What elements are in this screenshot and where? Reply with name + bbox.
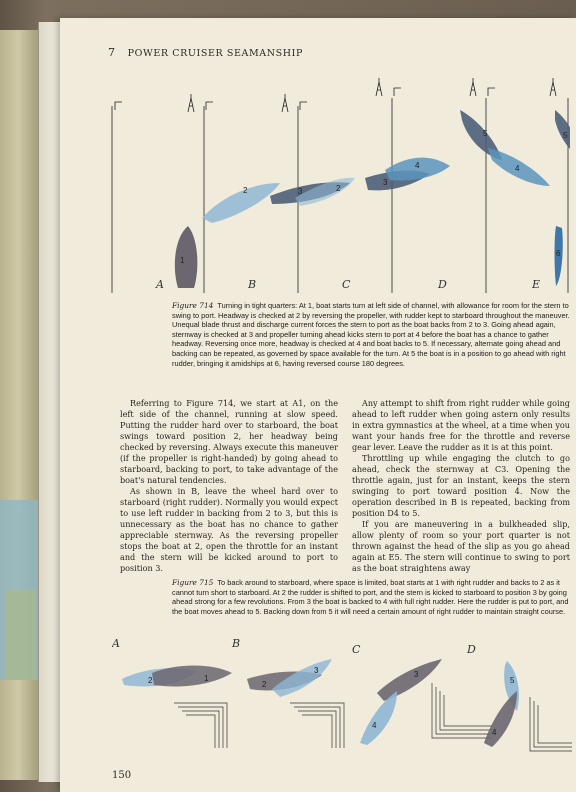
lighthouse-icons	[188, 78, 556, 112]
paragraph: As shown in B, leave the wheel hard over to starboard (right rudder). Normally you would expect to use left rudder in backing from 2 to 3, but this is unnecessary as the boat has no chance to gather appreciable sternway. As the reversing propeller stops the boat at 2, open the throttle for an instant and the stern will be kicked around to port to position 3.	[120, 486, 338, 573]
boat-number: 3	[383, 178, 388, 187]
boat-number: 3	[298, 187, 303, 196]
page-number: 150	[112, 770, 132, 781]
paragraph: Referring to Figure 714, we start at A1, on the left side of the channel, running at slow speed. Putting the rudder hard over to starboard, the boat swings toward position 2, her headway being checked by reversing. Always execute this maneuver (if the propeller is right-handed) by going ahead to starboard, backing to port, to take advantage of the boat's natural tendencies.	[120, 398, 338, 485]
boat-c4	[360, 691, 397, 745]
paragraph: If you are maneuvering in a bulkheaded slip, allow plenty of room so your port quarter is not thrown against the head of the slip as you go ahead again at E5. The stern will continue to swing to port as the boat straightens away	[352, 519, 570, 573]
panel-label: A	[156, 278, 164, 291]
text-column-right	[352, 398, 570, 574]
boat-number: 5	[563, 131, 568, 140]
boat-number: 5	[510, 676, 515, 685]
panel-label: D	[467, 643, 476, 656]
chart-land	[6, 590, 36, 680]
boat-number: 2	[336, 184, 341, 193]
boat-number: 4	[415, 161, 420, 170]
boat-number: 3	[314, 666, 319, 675]
paragraph: Any attempt to shift from right rudder while going ahead to left rudder when going astern only results in extra gymnastics at the wheel, at a time when you want your hands free for the throttle and reverse gear lever. Leave the rudder as it is at this point.	[352, 398, 570, 452]
caption-text: Turning in tight quarters: At 1, boat starts turn at left side of channel, with allowance for room for the stern to swing to port. Headway is checked at 2 by reversing the propeller, with rudder kept to starboard throughout the maneuver. Unequal blade thrust and discharge current forces the stern to port as the boat backs from 2 to 3. Going ahead again, sternway is checked at 3 and propeller turning ahead kicks stern to port at 4 before the boat has a chance to gather headway. Reversing once more, headway is checked at 4 and boat backs to 5. If necessary, alternate going ahead and backing can be repeated, as governed by space available for the turn. At 5 the boat is in a position to go ahead with right rudder, bringing it amidships at 6, having reversed course 180 degrees.	[172, 301, 570, 368]
panel-label: A	[112, 637, 120, 650]
body-text	[120, 398, 570, 574]
boat-a1	[175, 226, 198, 288]
panel-labels-715	[112, 637, 476, 656]
boat-number: 2	[243, 186, 248, 195]
figure-715-caption	[172, 578, 572, 616]
panel-label: B	[248, 278, 257, 291]
boats-714	[175, 110, 570, 288]
running-head	[108, 46, 303, 59]
figure-715	[112, 633, 572, 763]
panel-labels-714	[155, 278, 540, 291]
boat-a2	[202, 183, 280, 223]
panel-label: B	[232, 637, 241, 650]
figure-714-caption	[172, 301, 572, 368]
boat-number: 4	[515, 164, 520, 173]
figure-714	[100, 68, 570, 298]
boat-number: 2	[148, 676, 153, 685]
chapter-number: 7	[108, 46, 116, 59]
boat-number: 1	[204, 674, 209, 683]
panel-label: D	[438, 278, 447, 291]
panel-label: E	[532, 278, 541, 291]
text-column-left	[120, 398, 338, 574]
caption-text: To back around to starboard, where space is limited, boat starts at 1 with right rudder and backs to 2 as it cannot turn short to starboard. At 2 the rudder is shifted to port, and the stern is kicked to starboard to position 3 by going ahead strong for a few revolutions. From 3 the boat is backed to 4 with full right rudder. Here the rudder is put to port, and the boat moves ahead to 5. Backing down from 5 it will need a certain amount of right rudder to maintain straight course.	[172, 578, 569, 616]
boat-number: 2	[262, 680, 267, 689]
book-page	[60, 18, 576, 792]
figure-label: Figure 715	[172, 578, 214, 587]
panel-label: C	[342, 278, 351, 291]
boat-number: 1	[180, 256, 185, 265]
chapter-title: POWER CRUISER SEAMANSHIP	[127, 48, 303, 59]
boat-number: 5	[483, 129, 488, 138]
panel-label: C	[352, 643, 361, 656]
figure-label: Figure 714	[172, 301, 214, 310]
paragraph: Throttling up while engaging the clutch to go ahead, check the sternway at C3. Opening the throttle again, just for an instant, keeps the stern swinging to port toward position 4. Now the operation described in B is repeated, backing from position D4 to 5.	[352, 453, 570, 518]
boat-number: 4	[372, 721, 377, 730]
boat-number: 3	[414, 670, 419, 679]
boat-d4	[484, 691, 517, 747]
boat-number: 4	[492, 728, 497, 737]
pier-markers	[115, 88, 495, 110]
boat-number: 6	[556, 249, 561, 258]
